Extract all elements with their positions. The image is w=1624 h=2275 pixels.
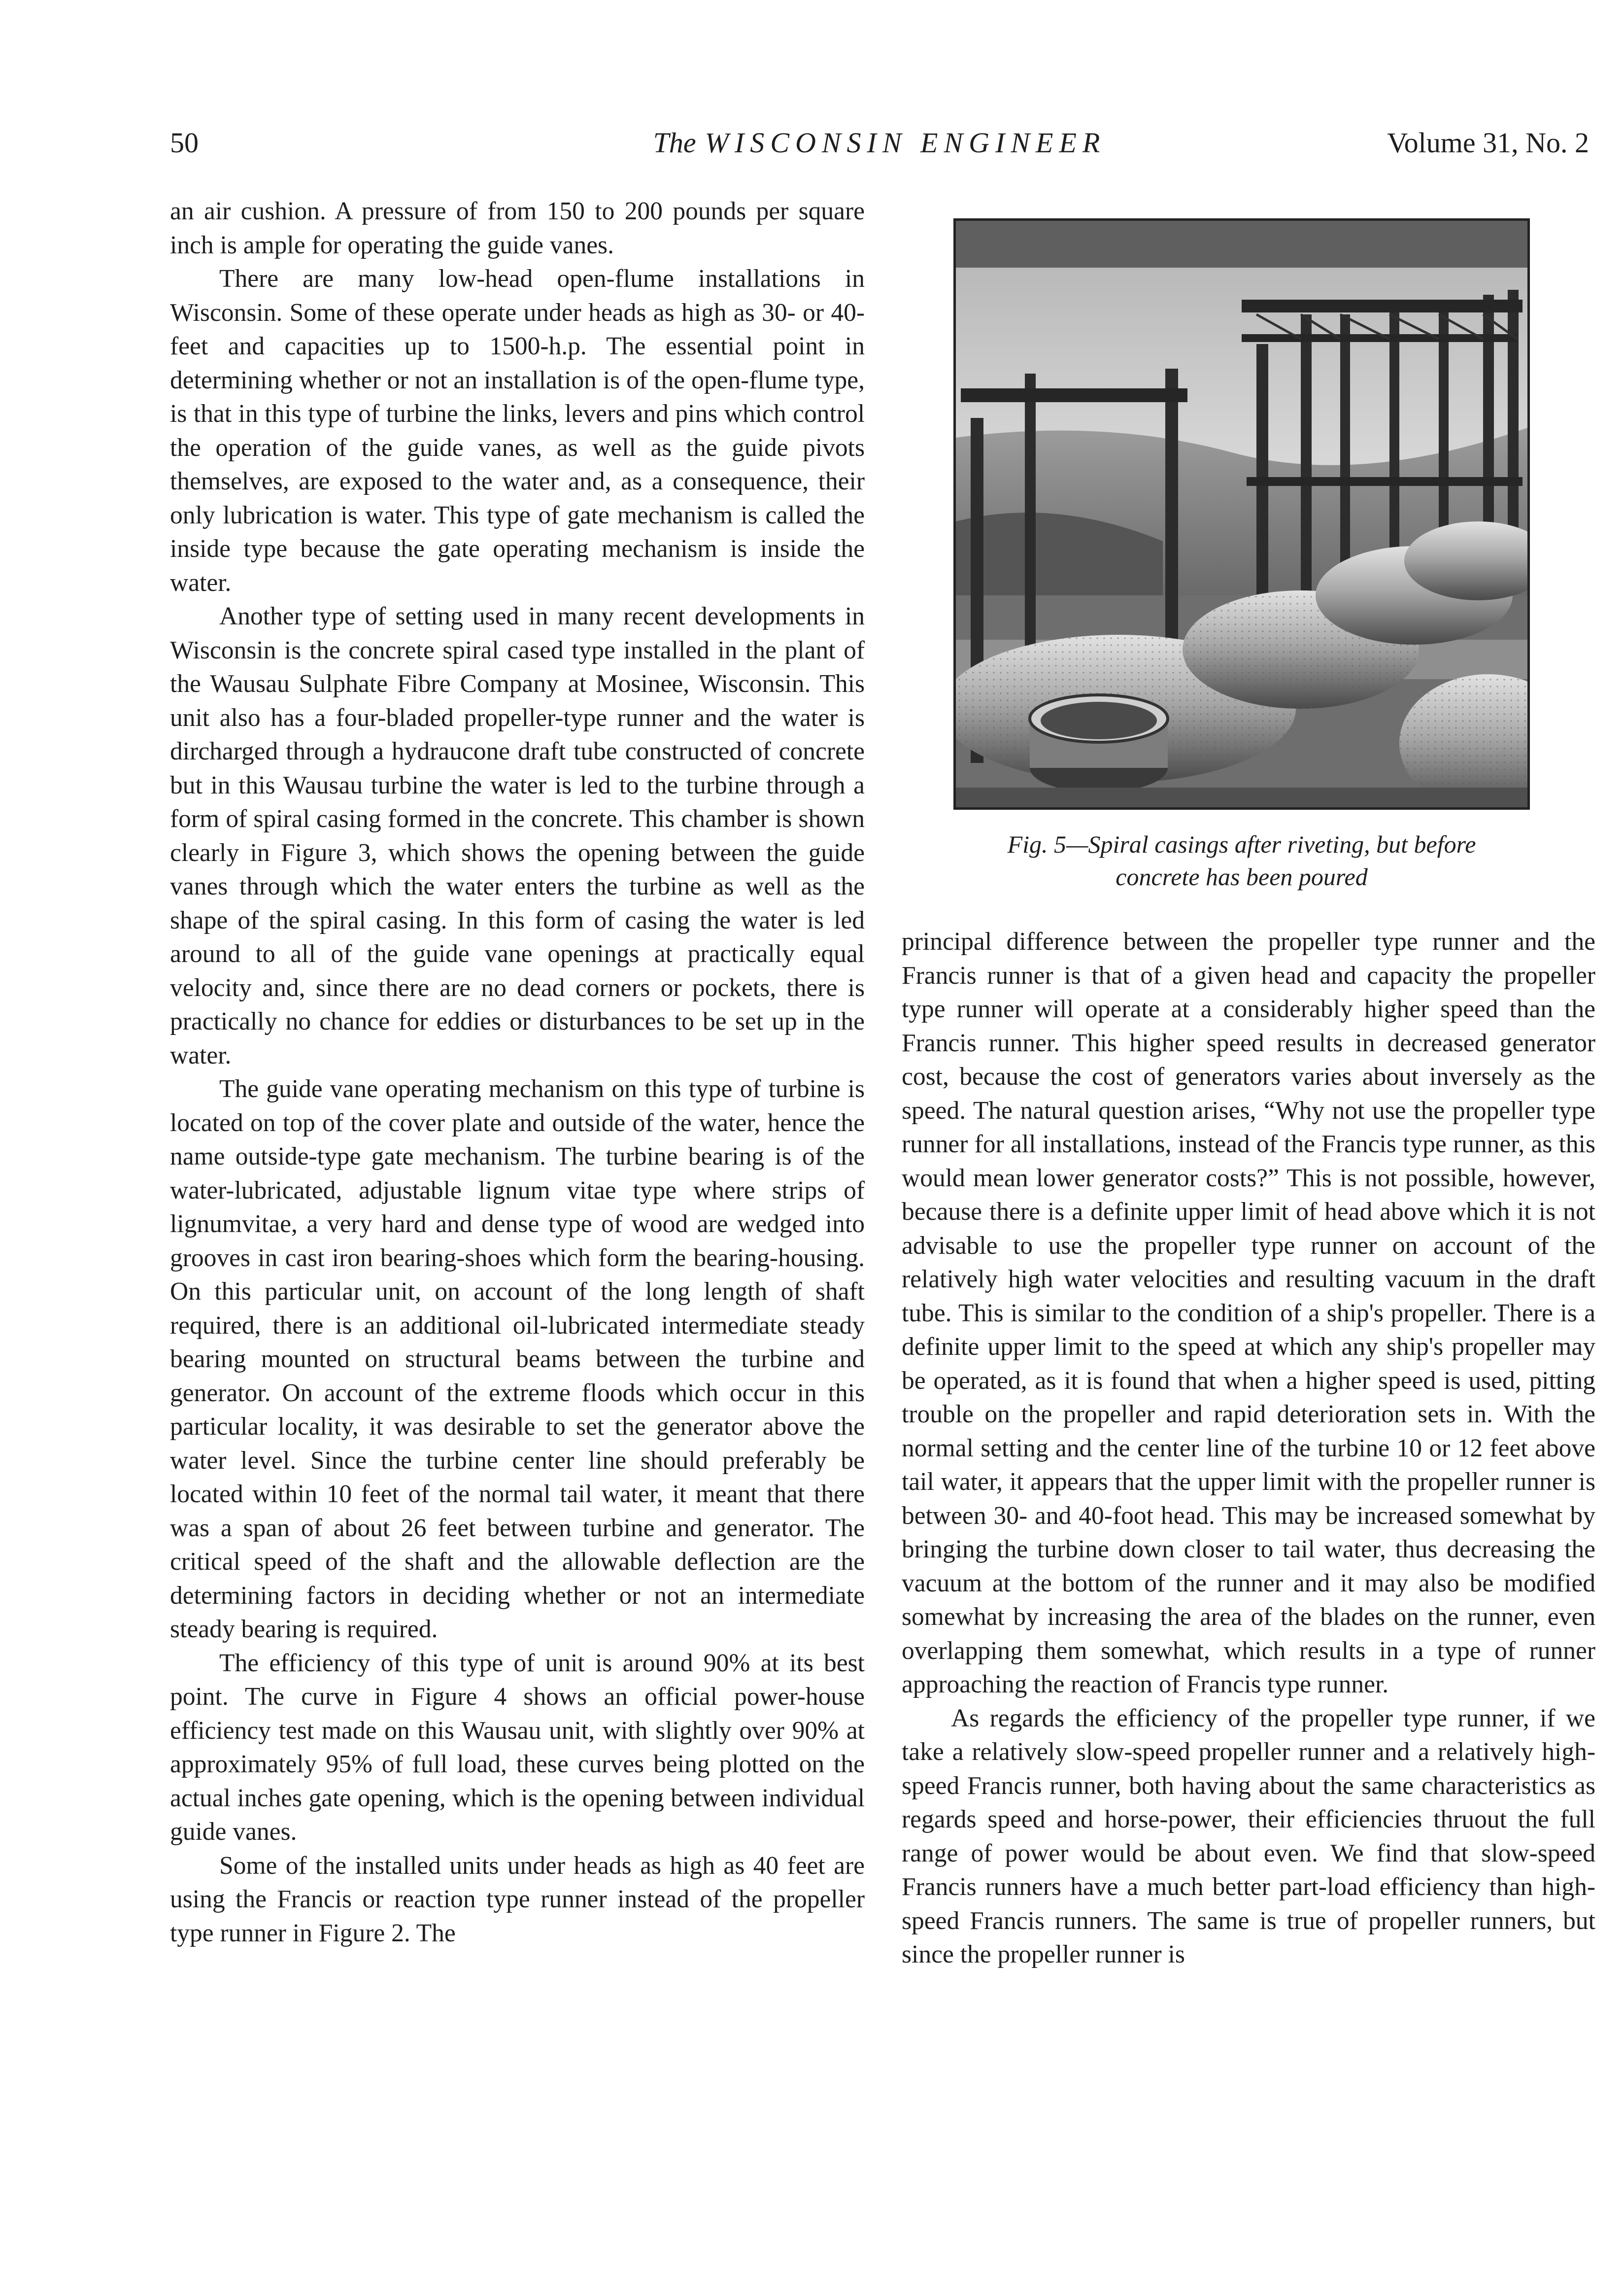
spiral-casings-photo	[956, 221, 1527, 807]
figure-photo-spiral-casings	[953, 218, 1530, 810]
right-paragraph-2: As regards the efficiency of the propeller type runner, if we take a relatively slow-speed propeller runner and a relatively high-speed Francis runner, both having about the same characteristics as regards speed and horse-power, their efficiencies thruout the full range of power would be about even. We find that slow-speed Francis runners have a much better part-load efficiency than high-speed Francis runners. The same is true of propeller runners, but since the propeller runner is	[902, 1704, 1595, 1968]
left-paragraph-3: Another type of setting used in many recent developments in Wisconsin is the concrete spiral cased type installed in the plant of the Wausau Sulphate Fibre Company at Mosinee, Wisconsin. This unit also has a four-bladed propeller-type runner and the water is dircharged through a hydraucone draft tube constructed of concrete but in this Wausau turbine the water is led to the turbine through a form of spiral casing formed in the concrete. This chamber is shown clearly in Figure 3, which shows the opening between the guide vanes through which the water enters the turbine as well as the shape of the spiral casing. In this form of casing the water is led around to all of the guide vane openings at practically equal velocity and, since there are no dead corners or pockets, there is practically no chance for eddies or disturbances to be set up in the water.	[170, 602, 865, 1069]
page-number: 50	[170, 127, 199, 159]
journal-title-article: The	[653, 127, 696, 159]
journal-title	[170, 123, 1589, 163]
left-paragraph-2: There are many low-head open-flume installations in Wisconsin. Some of these operate under heads as high as 30- or 40-feet and capacities up to 1500-h.p. The essential point in determining whether or not an installation is of the open-flume type, is that in this type of turbine the links, levers and pins which control the operation of the guide vanes, as well as the guide pivots themselves, are exposed to the water and, as a consequence, their only lubrication is water. This type of gate mechanism is called the inside type because the gate operating mechanism is inside the water.	[170, 265, 865, 597]
figure-caption-line-1: Fig. 5—Spiral casings after riveting, but before	[1007, 830, 1476, 858]
page-header	[170, 123, 1589, 163]
left-paragraph-5: The efficiency of this type of unit is around 90% at its best point. The curve in Figure 4 shows an official power-house efficiency test made on this Wausau unit, with slightly over 90% at approximately 95% of full load, these curves being plotted on the actual inches gate opening, which is the opening between individual guide vanes.	[170, 1649, 865, 1846]
right-paragraph-1: principal difference between the propeller type runner and the Francis runner is that of a given head and capacity the propeller type runner will operate at a considerably higher speed than the Francis runner. This higher speed results in decreased generator cost, because the cost of generators varies about inversely as the speed. The natural question arises, “Why not use the propeller type runner for all installations, instead of the Francis type runner, as this would mean lower generator costs?” This is not possible, however, because there is a definite upper limit of head above which it is not advisable to use the propeller type runner on account of the relatively high water velocities and resulting vacuum in the draft tube. This is similar to the condition of a ship's propeller. There is a definite upper limit to the speed at which any ship's propeller may be operated, as it is found that when a higher speed is used, pitting trouble on the propeller and rapid deterioration sets in. With the normal setting and the center line of the turbine 10 or 12 feet above tail water, it appears that the upper limit with the propeller runner is between 30- and 40-foot head. This may be increased somewhat by bringing the turbine down closer to tail water, thus decreasing the vacuum at the bottom of the runner and it may also be modified somewhat by increasing the area of the blades on the runner, even overlapping them somewhat, which results in a type of runner approaching the reaction of Francis type runner.	[902, 928, 1595, 1698]
left-paragraph-1: an air cushion. A pressure of from 150 to 200 pounds per square inch is ample for operating the guide vanes.	[170, 197, 865, 259]
figure-caption-line-2: concrete has been poured	[1116, 863, 1368, 891]
left-paragraph-6: Some of the installed units under heads as high as 40 feet are using the Francis or reaction type runner instead of the propeller type runner in Figure 2. The	[170, 1851, 865, 1947]
right-column	[902, 925, 1595, 1972]
turbine-pit-cylinder	[1030, 695, 1168, 793]
left-column	[170, 195, 865, 1950]
figure-caption	[912, 828, 1572, 893]
volume-number: Volume 31, No. 2	[1387, 127, 1589, 159]
left-paragraph-4: The guide vane operating mechanism on this type of turbine is located on top of the cover plate and outside of the water, hence the name outside-type gate mechanism. The turbine bearing is of the water-lubricated, adjustable lignum vitae type where strips of lignumvitae, a very hard and dense type of wood are wedged into grooves in cast iron bearing-shoes which form the bearing-housing. On this particular unit, on account of the long length of shaft required, there is an additional oil-lubricated intermediate steady bearing mounted on structural beams between the turbine and generator. On account of the extreme floods which occur in this particular locality, it was desirable to set the generator above the water level. Since the turbine center line should preferably be located within 10 feet of the normal tail water, it meant that there was a span of about 26 feet between turbine and generator. The critical speed of the shaft and the allowable deflection are the determining factors in deciding whether or not an intermediate steady bearing is required.	[170, 1075, 865, 1643]
journal-title-name: WISCONSIN ENGINEER	[705, 127, 1106, 159]
